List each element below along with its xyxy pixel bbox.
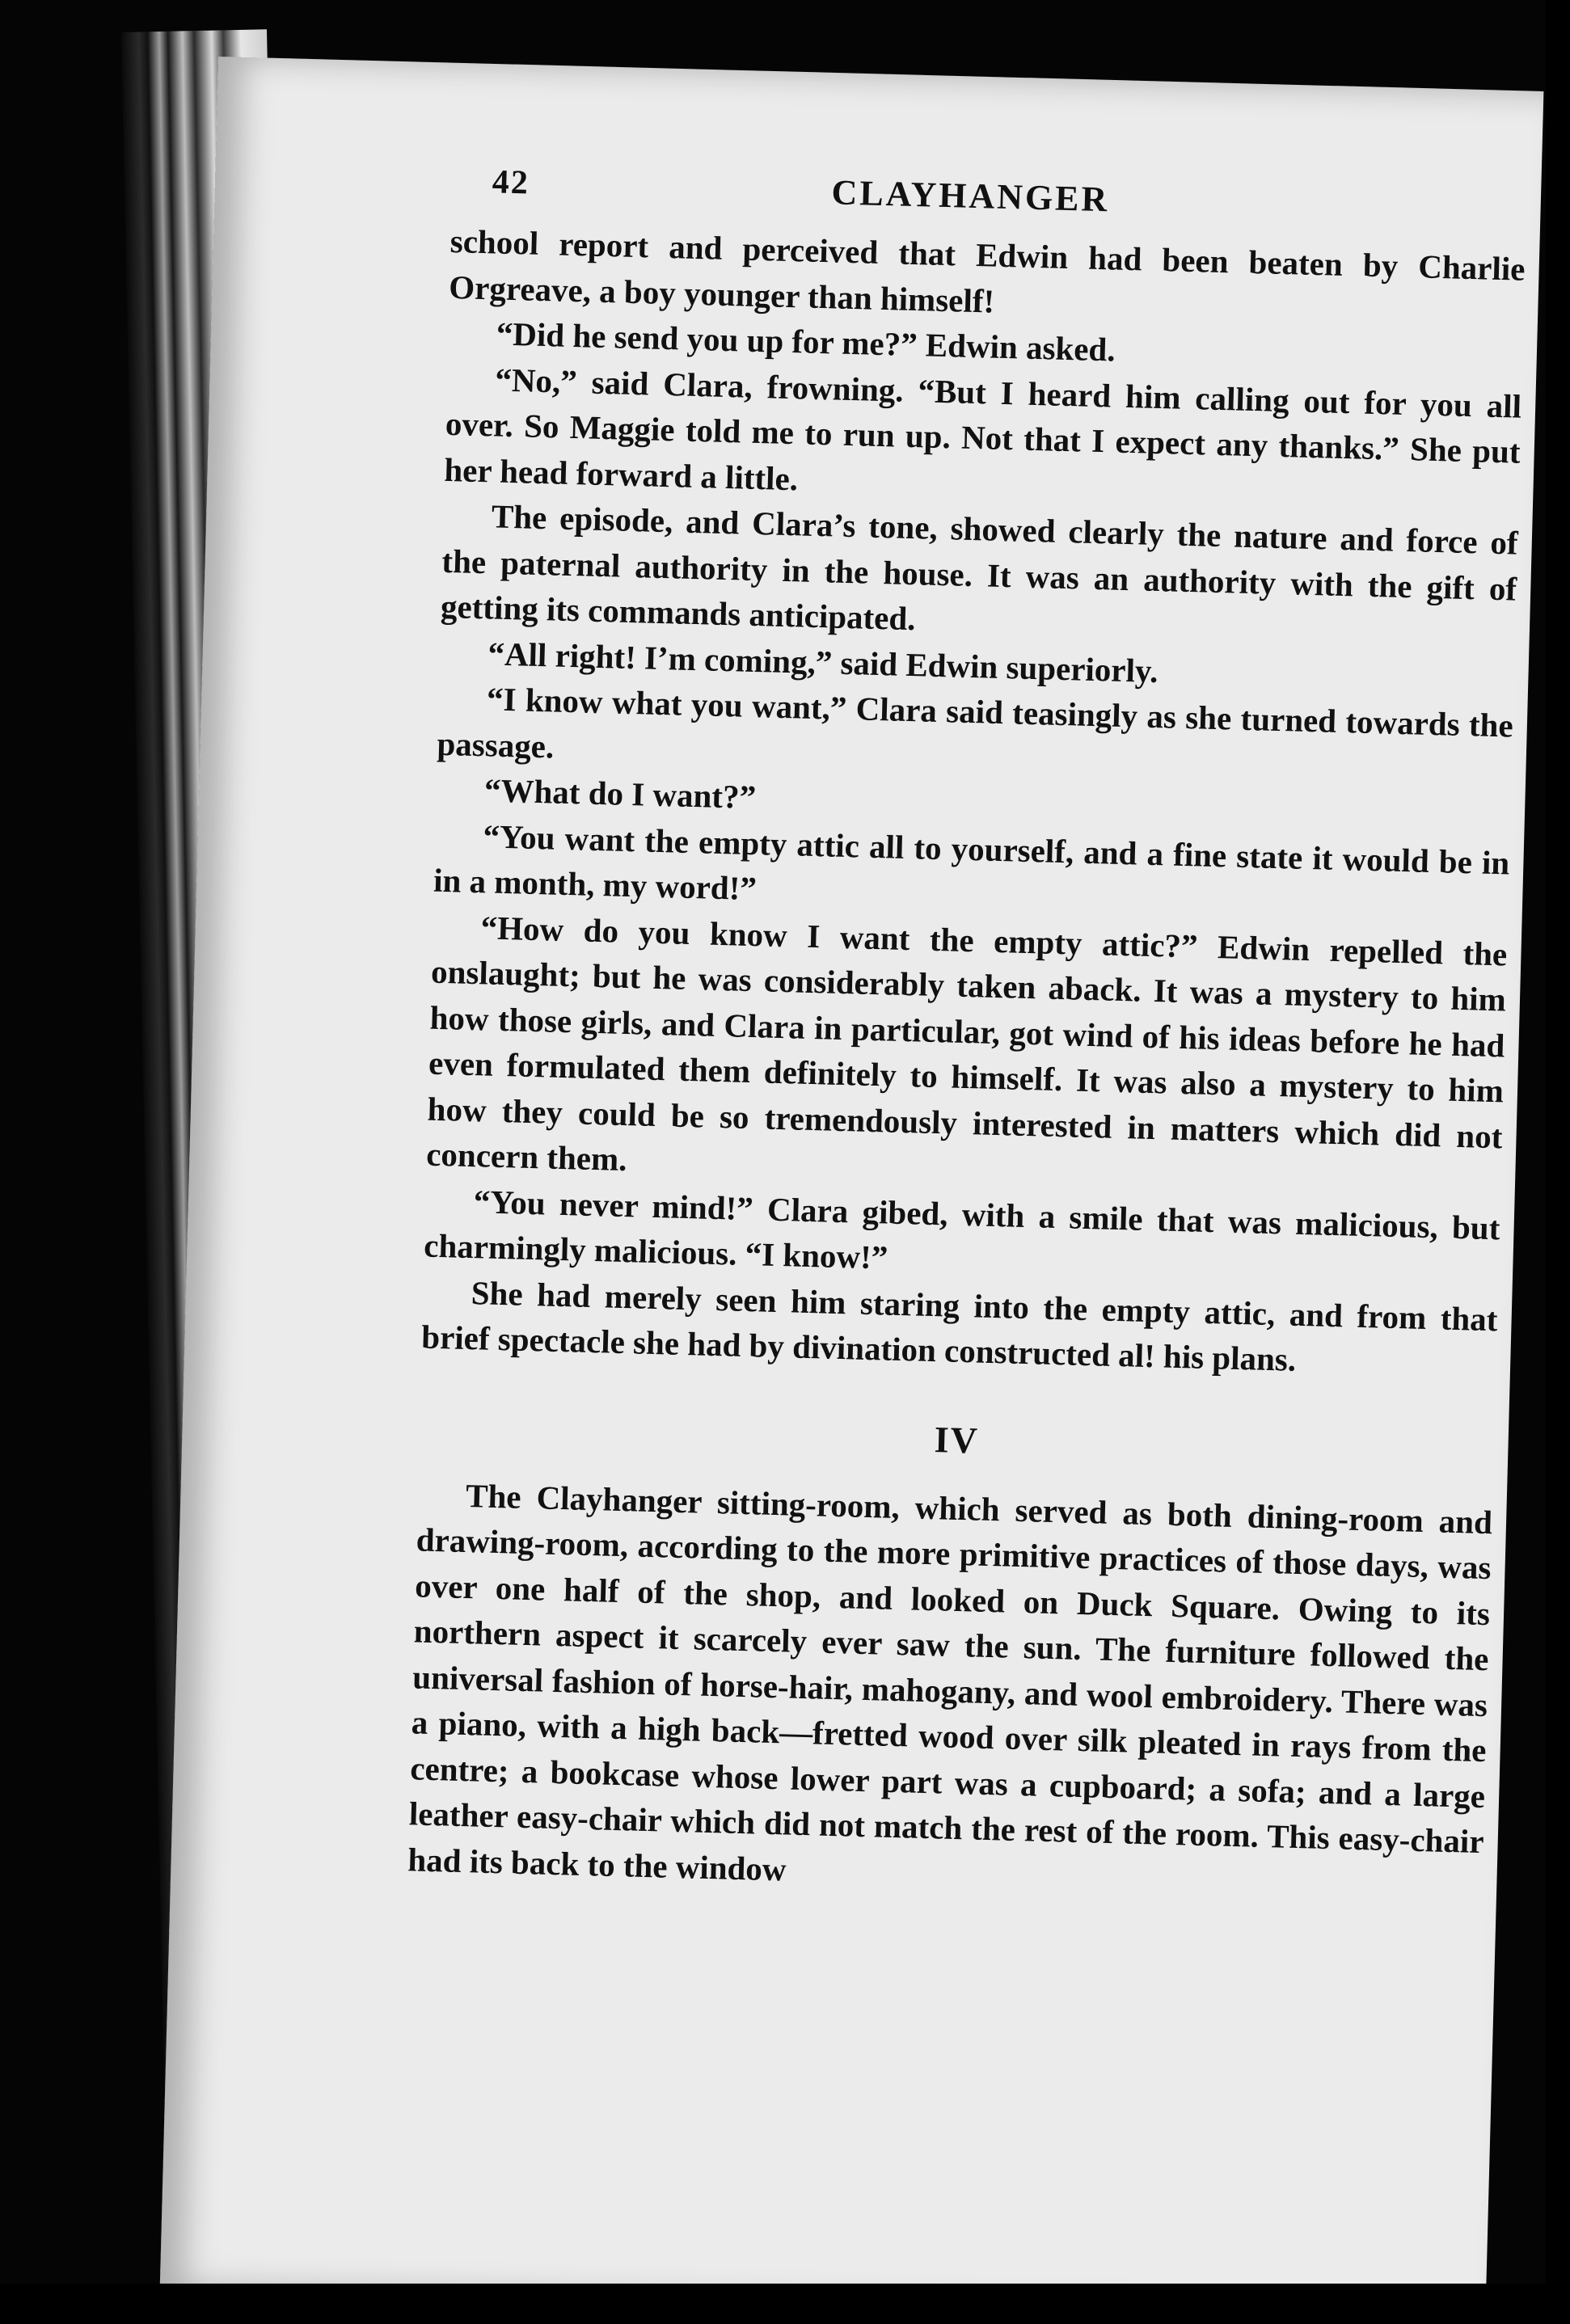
scan-border-bottom [0,2284,1570,2324]
paragraph: “What do I want?” [483,771,757,816]
chapter-heading: IV [934,1418,980,1461]
paragraph: “You never mind!” Clara gibed, with a smile that was malicious, but charmingly malicious. “I know!” [423,1182,1500,1276]
paragraph: She had merely seen him staring into the empty attic, and from that brief spectacle she had by divination constructed al! his plans. [420,1273,1499,1378]
paragraph: “No,” said Clara, frowning. “But I heard him calling out for you all over. So Maggie told me to run up. Not that I expect any thanks.” She put her head forward a little. [443,360,1522,497]
paragraph: “I know what you want,” Clara said teasingly as she turned towards the passage. [437,680,1514,766]
paragraph: The Clayhanger sitting-room, which served as both dining-room and drawing-room, according to the more primitive practices of those days, was over one half of the shop, and looked on Duck Square. Owing to its northern aspect it scarcely ever saw the sun. The furniture followed the universal fashion of horse-hair, mahogany, and wool embroidery. There was a piano, with a high back—fretted wood over silk pleated in rays from the centre; a bookcase whose lower part was a cupboard; a sofa; and a large leather easy-chair which did not match the rest of the room. This easy-chair had its back to the window [407,1476,1493,1888]
running-title: CLAYHANGER [831,172,1110,220]
paragraph: “How do you know I want the empty attic?” Edwin repelled the onslaught; but he was considerably taken aback. It was a mystery to him how those girls, and Clara in particular, got wind of his ideas before he had even formulated them definitely to himself. It was also a mystery to him how they could be so tremendously interested in matters which did not concern them. [425,908,1508,1179]
paragraph: “Did he send you up for me?” Edwin asked. [496,314,1116,369]
body-text-after-chapter [407,1471,1493,1910]
scan-border-right [1546,0,1570,2324]
paragraph: “You want the empty attic all to yourself, and a fine state it would be in in a month, my word!” [433,816,1510,908]
page-number: 42 [492,163,530,202]
paragraph: The episode, and Clara’s tone, showed clearly the nature and force of the paternal authority in the house. It was an authority with the gift of getting its commands anticipated. [440,497,1519,638]
paragraph: school report and perceived that Edwin had been beaten by Charlie Orgreave, a boy younger than himself! [448,221,1526,320]
page-content [407,146,1528,1910]
paragraph: “All right! I’m coming,” said Edwin superiorly. [487,634,1159,690]
body-text-before-chapter [421,218,1526,1388]
